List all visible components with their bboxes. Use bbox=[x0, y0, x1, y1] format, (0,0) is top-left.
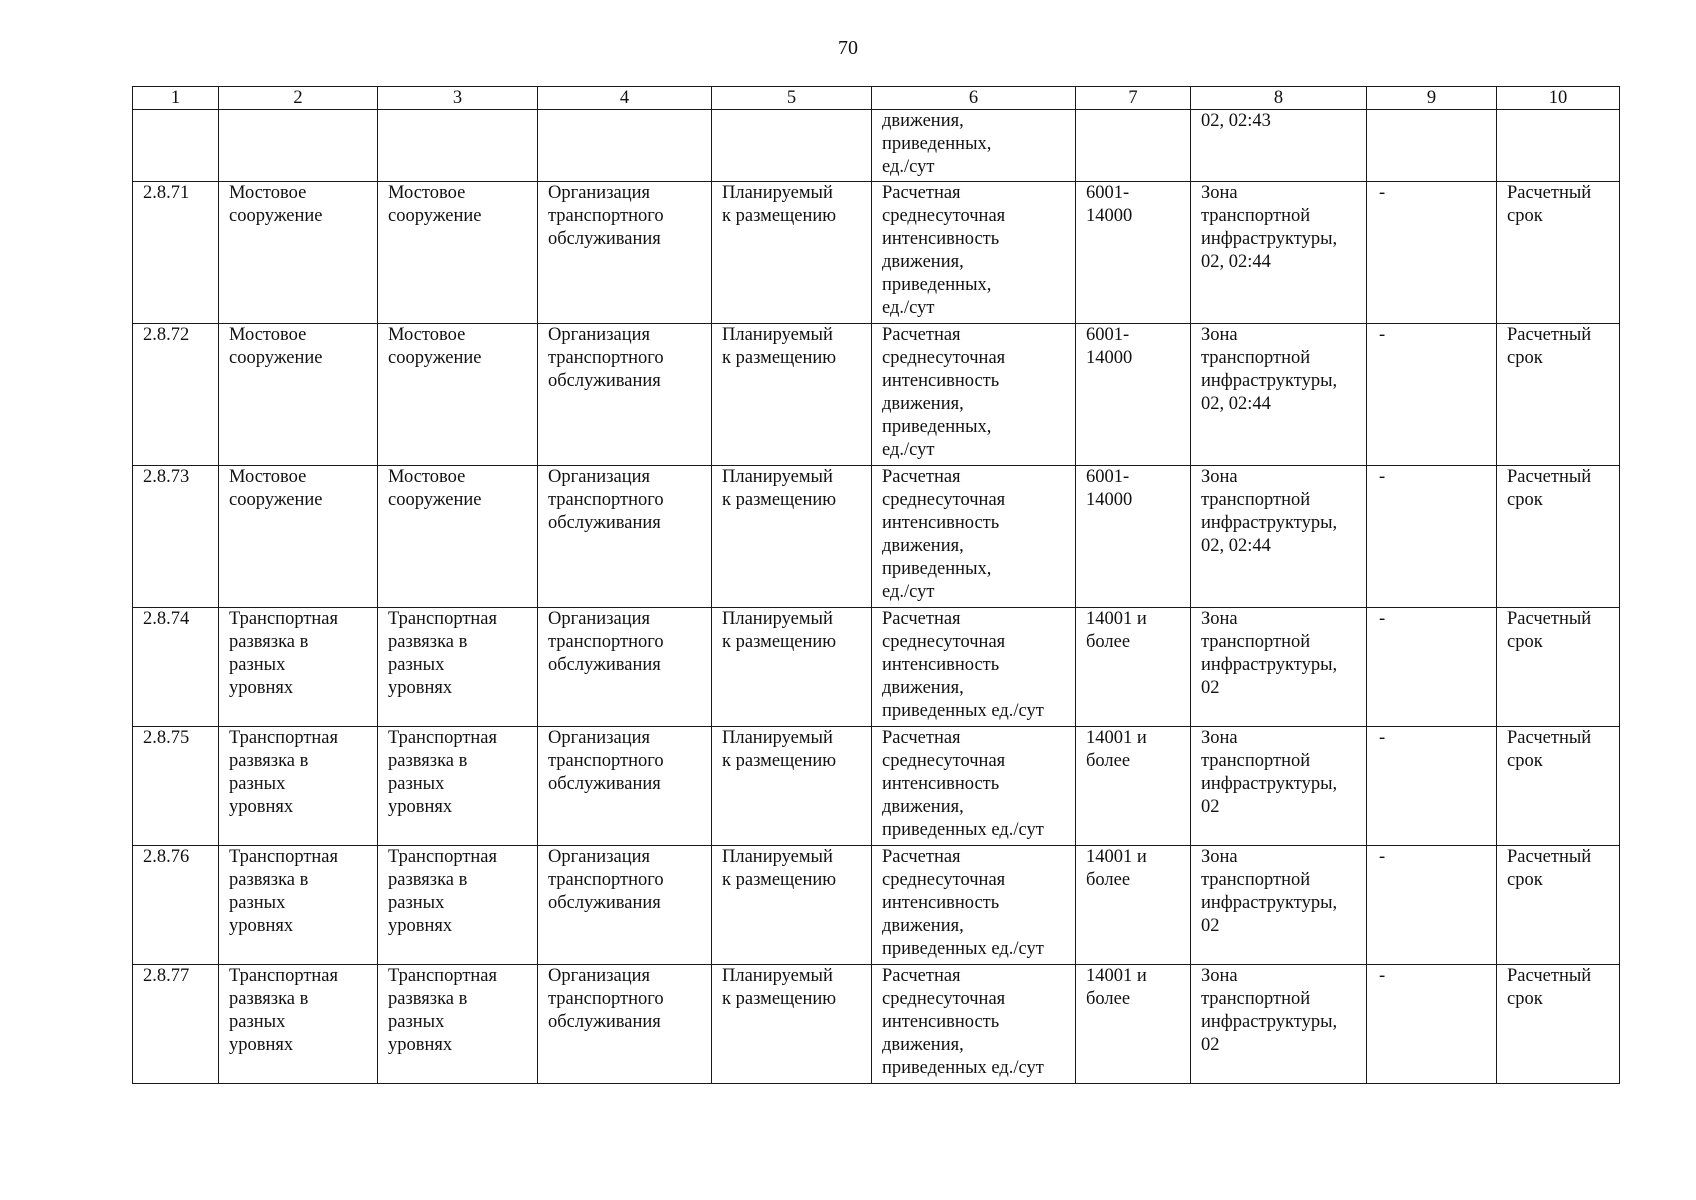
cell-line: к размещению bbox=[722, 989, 837, 1009]
cell-line: Мостовое bbox=[229, 467, 307, 487]
cell-line: 02 bbox=[1201, 1035, 1220, 1055]
table-row bbox=[133, 727, 1620, 846]
cell-line: ед./сут bbox=[882, 582, 935, 602]
cell-line: Планируемый bbox=[722, 847, 833, 867]
cell-line: к размещению bbox=[722, 632, 837, 652]
cell-line: Расчетная bbox=[882, 728, 961, 748]
cell-line: движения, bbox=[882, 536, 964, 556]
cell-line: Зона bbox=[1201, 467, 1238, 487]
cell-line: к размещению bbox=[722, 870, 837, 890]
table-cell: - bbox=[1367, 727, 1497, 846]
table-cell bbox=[1076, 182, 1191, 324]
cell-line: инфраструктуры, bbox=[1201, 893, 1338, 913]
table-cell bbox=[378, 727, 538, 846]
cell-line: 02, 02:44 bbox=[1201, 536, 1271, 556]
cell-line: уровнях bbox=[229, 916, 294, 936]
cell-line: 02, 02:44 bbox=[1201, 252, 1271, 272]
cell-line: обслуживания bbox=[548, 371, 661, 391]
cell-line: срок bbox=[1507, 632, 1543, 652]
cell-line: к размещению bbox=[722, 348, 837, 368]
cell-line: инфраструктуры, bbox=[1201, 513, 1338, 533]
table-row bbox=[133, 182, 1620, 324]
cell-line: Мостовое bbox=[388, 467, 466, 487]
table-cell: - bbox=[1367, 965, 1497, 1084]
row-number: 2.8.75 bbox=[133, 727, 219, 846]
cell-line: транспортной bbox=[1201, 632, 1311, 652]
cell-line: движения, bbox=[882, 1035, 964, 1055]
cell-line: инфраструктуры, bbox=[1201, 371, 1338, 391]
cell-line: разных bbox=[388, 1012, 445, 1032]
cell-line: интенсивность bbox=[882, 893, 1000, 913]
cell-line: Зона bbox=[1201, 966, 1238, 986]
cell-line: Зона bbox=[1201, 325, 1238, 345]
cell-line: приведенных ед./сут bbox=[882, 939, 1044, 959]
table-cell: - bbox=[1367, 324, 1497, 466]
table-cell bbox=[1497, 110, 1620, 182]
header-cell: 6 bbox=[872, 87, 1076, 110]
cell-line: приведенных ед./сут bbox=[882, 1058, 1044, 1078]
cell-line: среднесуточная bbox=[882, 490, 1006, 510]
table-cell bbox=[219, 182, 378, 324]
cell-line: движения, bbox=[882, 916, 964, 936]
table-cell bbox=[1191, 466, 1367, 608]
table-cell bbox=[538, 965, 712, 1084]
cell-line: более bbox=[1086, 751, 1131, 771]
cell-line: транспортной bbox=[1201, 348, 1311, 368]
table-cell bbox=[378, 965, 538, 1084]
cell-line: интенсивность bbox=[882, 1012, 1000, 1032]
cell-line: приведенных, bbox=[882, 559, 992, 579]
table-cell bbox=[1191, 324, 1367, 466]
cell-line: транспортного bbox=[548, 989, 664, 1009]
header-cell: 2 bbox=[219, 87, 378, 110]
table-cell bbox=[219, 608, 378, 727]
table-cell bbox=[1497, 182, 1620, 324]
table-row bbox=[133, 965, 1620, 1084]
objects-table bbox=[132, 86, 1620, 1084]
cell-line: транспортной bbox=[1201, 206, 1311, 226]
cell-line: движения, bbox=[882, 111, 964, 131]
table-cell bbox=[219, 466, 378, 608]
cell-line: транспортной bbox=[1201, 490, 1311, 510]
cell-line: Планируемый bbox=[722, 183, 833, 203]
cell-line: Транспортная bbox=[388, 728, 498, 748]
table-cell bbox=[1191, 110, 1367, 182]
table-cell bbox=[219, 965, 378, 1084]
table-cell bbox=[1191, 182, 1367, 324]
table-cell bbox=[378, 182, 538, 324]
cell-line: инфраструктуры, bbox=[1201, 1012, 1338, 1032]
table-cell bbox=[872, 727, 1076, 846]
table-cell bbox=[712, 965, 872, 1084]
cell-line: срок bbox=[1507, 751, 1543, 771]
cell-line: Транспортная bbox=[388, 966, 498, 986]
table-cell: - bbox=[1367, 466, 1497, 608]
cell-line: движения, bbox=[882, 252, 964, 272]
table-cell bbox=[378, 110, 538, 182]
table-cell bbox=[712, 727, 872, 846]
table-cell bbox=[712, 324, 872, 466]
table-cell bbox=[1191, 608, 1367, 727]
cell-line: Мостовое bbox=[388, 325, 466, 345]
cell-line: сооружение bbox=[229, 490, 323, 510]
table-row bbox=[133, 846, 1620, 965]
cell-line: Транспортная bbox=[229, 609, 339, 629]
cell-line: интенсивность bbox=[882, 229, 1000, 249]
cell-line: сооружение bbox=[388, 348, 482, 368]
cell-line: Планируемый bbox=[722, 966, 833, 986]
cell-line: интенсивность bbox=[882, 513, 1000, 533]
header-cell: 1 bbox=[133, 87, 219, 110]
cell-line: транспортного bbox=[548, 632, 664, 652]
cell-line: обслуживания bbox=[548, 774, 661, 794]
table-cell bbox=[1191, 965, 1367, 1084]
cell-line: Расчетный bbox=[1507, 847, 1592, 867]
header-cell: 4 bbox=[538, 87, 712, 110]
table-cell bbox=[1497, 727, 1620, 846]
table-cell bbox=[872, 466, 1076, 608]
cell-line: Транспортная bbox=[229, 728, 339, 748]
cell-line: Планируемый bbox=[722, 325, 833, 345]
cell-line: разных bbox=[229, 655, 286, 675]
table-cell bbox=[219, 110, 378, 182]
table-cell bbox=[1497, 466, 1620, 608]
page-number: 70 bbox=[838, 37, 858, 59]
row-number: 2.8.77 bbox=[133, 965, 219, 1084]
cell-line: Организация bbox=[548, 966, 651, 986]
table-cell bbox=[538, 727, 712, 846]
cell-line: развязка в bbox=[229, 632, 309, 652]
cell-line: Расчетная bbox=[882, 183, 961, 203]
cell-line: 14001 и bbox=[1086, 728, 1147, 748]
cell-line: 6001- bbox=[1086, 325, 1130, 345]
cell-line: сооружение bbox=[229, 206, 323, 226]
cell-line: Организация bbox=[548, 467, 651, 487]
cell-line: приведенных, bbox=[882, 275, 992, 295]
cell-line: 14000 bbox=[1086, 348, 1133, 368]
table-cell bbox=[1497, 324, 1620, 466]
cell-line: среднесуточная bbox=[882, 632, 1006, 652]
cell-line: обслуживания bbox=[548, 229, 661, 249]
row-number: 2.8.73 bbox=[133, 466, 219, 608]
cell-line: уровнях bbox=[229, 678, 294, 698]
cell-line: инфраструктуры, bbox=[1201, 774, 1338, 794]
cell-line: Планируемый bbox=[722, 609, 833, 629]
table-cell bbox=[872, 110, 1076, 182]
cell-line: обслуживания bbox=[548, 655, 661, 675]
cell-line: ед./сут bbox=[882, 440, 935, 460]
cell-line: Зона bbox=[1201, 728, 1238, 748]
cell-line: развязка в bbox=[388, 751, 468, 771]
cell-line: движения, bbox=[882, 797, 964, 817]
header-row bbox=[133, 87, 1620, 110]
cell-line: 14000 bbox=[1086, 490, 1133, 510]
cell-line: среднесуточная bbox=[882, 870, 1006, 890]
header-cell: 9 bbox=[1367, 87, 1497, 110]
header-cell: 3 bbox=[378, 87, 538, 110]
cell-line: к размещению bbox=[722, 751, 837, 771]
table-cell bbox=[1497, 965, 1620, 1084]
cell-line: Транспортная bbox=[388, 609, 498, 629]
cell-line: транспортной bbox=[1201, 870, 1311, 890]
cell-line: 14001 и bbox=[1086, 966, 1147, 986]
table-row bbox=[133, 324, 1620, 466]
cell-line: уровнях bbox=[388, 678, 453, 698]
table-cell bbox=[133, 110, 219, 182]
cell-line: разных bbox=[388, 655, 445, 675]
cell-line: Зона bbox=[1201, 847, 1238, 867]
table-cell bbox=[1076, 727, 1191, 846]
cell-line: сооружение bbox=[229, 348, 323, 368]
table-cell: - bbox=[1367, 182, 1497, 324]
cell-line: Мостовое bbox=[229, 325, 307, 345]
continuation-row bbox=[133, 110, 1620, 182]
cell-line: 02 bbox=[1201, 797, 1220, 817]
table-cell bbox=[378, 466, 538, 608]
cell-line: уровнях bbox=[229, 1035, 294, 1055]
cell-line: транспортного bbox=[548, 206, 664, 226]
cell-line: развязка в bbox=[388, 989, 468, 1009]
header-cell: 10 bbox=[1497, 87, 1620, 110]
table-cell bbox=[1076, 466, 1191, 608]
cell-line: срок bbox=[1507, 206, 1543, 226]
cell-line: к размещению bbox=[722, 206, 837, 226]
table-cell bbox=[872, 608, 1076, 727]
cell-line: более bbox=[1086, 870, 1131, 890]
cell-line: Расчетная bbox=[882, 609, 961, 629]
table-cell bbox=[538, 110, 712, 182]
cell-line: Расчетный bbox=[1507, 467, 1592, 487]
cell-line: Транспортная bbox=[229, 966, 339, 986]
cell-line: транспортного bbox=[548, 751, 664, 771]
cell-line: 14000 bbox=[1086, 206, 1133, 226]
cell-line: Мостовое bbox=[388, 183, 466, 203]
cell-line: инфраструктуры, bbox=[1201, 229, 1338, 249]
cell-line: Планируемый bbox=[722, 467, 833, 487]
cell-line: развязка в bbox=[229, 751, 309, 771]
cell-line: приведенных ед./сут bbox=[882, 820, 1044, 840]
cell-line: 02, 02:43 bbox=[1201, 111, 1271, 131]
cell-line: разных bbox=[229, 893, 286, 913]
cell-line: среднесуточная bbox=[882, 206, 1006, 226]
cell-line: развязка в bbox=[388, 632, 468, 652]
table-cell bbox=[538, 324, 712, 466]
table-cell bbox=[1191, 846, 1367, 965]
table-cell: - bbox=[1367, 846, 1497, 965]
table-cell bbox=[1076, 608, 1191, 727]
cell-line: Расчетная bbox=[882, 966, 961, 986]
table-cell bbox=[712, 182, 872, 324]
cell-line: разных bbox=[229, 774, 286, 794]
table-cell bbox=[712, 846, 872, 965]
cell-line: обслуживания bbox=[548, 893, 661, 913]
cell-line: Расчетный bbox=[1507, 325, 1592, 345]
cell-line: срок bbox=[1507, 348, 1543, 368]
cell-line: приведенных, bbox=[882, 417, 992, 437]
cell-line: интенсивность bbox=[882, 774, 1000, 794]
cell-line: Расчетный bbox=[1507, 183, 1592, 203]
cell-line: интенсивность bbox=[882, 371, 1000, 391]
table-cell bbox=[1076, 110, 1191, 182]
table-cell bbox=[872, 846, 1076, 965]
table-cell bbox=[1497, 608, 1620, 727]
table-row bbox=[133, 466, 1620, 608]
cell-line: транспортного bbox=[548, 348, 664, 368]
table-cell bbox=[219, 324, 378, 466]
cell-line: уровнях bbox=[388, 797, 453, 817]
cell-line: транспортного bbox=[548, 870, 664, 890]
cell-line: 6001- bbox=[1086, 183, 1130, 203]
table-cell bbox=[872, 324, 1076, 466]
cell-line: Организация bbox=[548, 609, 651, 629]
table-cell bbox=[1076, 965, 1191, 1084]
row-number: 2.8.74 bbox=[133, 608, 219, 727]
table-cell bbox=[712, 608, 872, 727]
table-cell bbox=[219, 846, 378, 965]
cell-line: 14001 и bbox=[1086, 609, 1147, 629]
cell-line: 02 bbox=[1201, 916, 1220, 936]
table-cell bbox=[1076, 324, 1191, 466]
cell-line: более bbox=[1086, 989, 1131, 1009]
cell-line: Расчетный bbox=[1507, 728, 1592, 748]
cell-line: Зона bbox=[1201, 183, 1238, 203]
table-cell: - bbox=[1367, 608, 1497, 727]
cell-line: 02 bbox=[1201, 678, 1220, 698]
cell-line: приведенных, bbox=[882, 134, 992, 154]
cell-line: Расчетная bbox=[882, 325, 961, 345]
cell-line: среднесуточная bbox=[882, 348, 1006, 368]
cell-line: Расчетный bbox=[1507, 966, 1592, 986]
table-cell bbox=[1076, 846, 1191, 965]
cell-line: обслуживания bbox=[548, 513, 661, 533]
cell-line: Мостовое bbox=[229, 183, 307, 203]
table-cell bbox=[378, 608, 538, 727]
cell-line: Транспортная bbox=[229, 847, 339, 867]
cell-line: уровнях bbox=[388, 916, 453, 936]
table-cell bbox=[872, 182, 1076, 324]
cell-line: развязка в bbox=[229, 989, 309, 1009]
table-cell bbox=[378, 846, 538, 965]
cell-line: Расчетная bbox=[882, 467, 961, 487]
cell-line: сооружение bbox=[388, 206, 482, 226]
header-cell: 7 bbox=[1076, 87, 1191, 110]
cell-line: разных bbox=[229, 1012, 286, 1032]
cell-line: приведенных ед./сут bbox=[882, 701, 1044, 721]
cell-line: инфраструктуры, bbox=[1201, 655, 1338, 675]
table-cell bbox=[538, 182, 712, 324]
table-cell bbox=[712, 466, 872, 608]
cell-line: уровнях bbox=[229, 797, 294, 817]
cell-line: разных bbox=[388, 774, 445, 794]
cell-line: 6001- bbox=[1086, 467, 1130, 487]
cell-line: срок bbox=[1507, 870, 1543, 890]
cell-line: среднесуточная bbox=[882, 989, 1006, 1009]
cell-line: разных bbox=[388, 893, 445, 913]
cell-line: движения, bbox=[882, 394, 964, 414]
cell-line: Планируемый bbox=[722, 728, 833, 748]
row-number: 2.8.72 bbox=[133, 324, 219, 466]
table-cell bbox=[378, 324, 538, 466]
cell-line: транспортной bbox=[1201, 989, 1311, 1009]
cell-line: Расчетный bbox=[1507, 609, 1592, 629]
cell-line: ед./сут bbox=[882, 157, 935, 177]
row-number: 2.8.76 bbox=[133, 846, 219, 965]
table-cell bbox=[872, 965, 1076, 1084]
cell-line: Организация bbox=[548, 325, 651, 345]
cell-line: ед./сут bbox=[882, 298, 935, 318]
cell-line: сооружение bbox=[388, 490, 482, 510]
table-cell bbox=[538, 466, 712, 608]
cell-line: движения, bbox=[882, 678, 964, 698]
table-row bbox=[133, 608, 1620, 727]
table-cell bbox=[219, 727, 378, 846]
cell-line: срок bbox=[1507, 490, 1543, 510]
cell-line: более bbox=[1086, 632, 1131, 652]
cell-line: Организация bbox=[548, 847, 651, 867]
header-cell: 5 bbox=[712, 87, 872, 110]
row-number: 2.8.71 bbox=[133, 182, 219, 324]
table-cell bbox=[538, 846, 712, 965]
cell-line: транспортного bbox=[548, 490, 664, 510]
cell-line: Транспортная bbox=[388, 847, 498, 867]
cell-line: Организация bbox=[548, 183, 651, 203]
cell-line: обслуживания bbox=[548, 1012, 661, 1032]
cell-line: среднесуточная bbox=[882, 751, 1006, 771]
table-cell bbox=[1497, 846, 1620, 965]
table-cell bbox=[538, 608, 712, 727]
cell-line: уровнях bbox=[388, 1035, 453, 1055]
cell-line: транспортной bbox=[1201, 751, 1311, 771]
cell-line: Организация bbox=[548, 728, 651, 748]
cell-line: развязка в bbox=[229, 870, 309, 890]
cell-line: Расчетная bbox=[882, 847, 961, 867]
cell-line: срок bbox=[1507, 989, 1543, 1009]
cell-line: 14001 и bbox=[1086, 847, 1147, 867]
table-cell bbox=[1367, 110, 1497, 182]
table-cell bbox=[1191, 727, 1367, 846]
cell-line: Зона bbox=[1201, 609, 1238, 629]
cell-line: к размещению bbox=[722, 490, 837, 510]
cell-line: 02, 02:44 bbox=[1201, 394, 1271, 414]
table-cell bbox=[712, 110, 872, 182]
cell-line: развязка в bbox=[388, 870, 468, 890]
cell-line: интенсивность bbox=[882, 655, 1000, 675]
header-cell: 8 bbox=[1191, 87, 1367, 110]
